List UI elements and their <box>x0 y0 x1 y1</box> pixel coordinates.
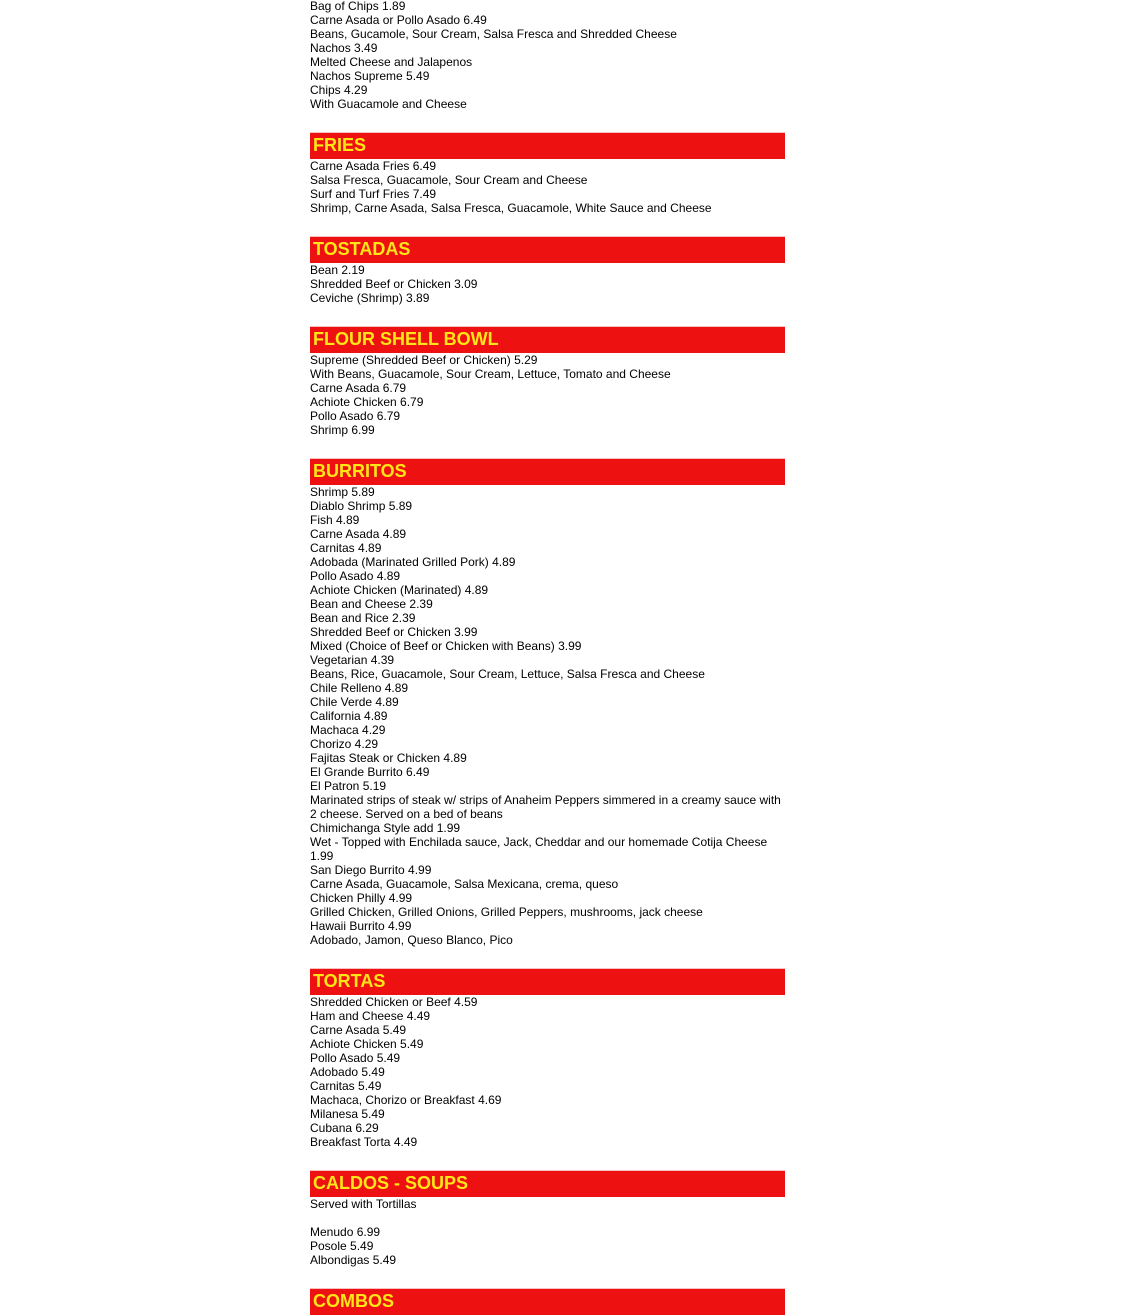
menu-item-line: Melted Cheese and Jalapenos <box>310 55 473 69</box>
menu-item-line: Machaca, Chorizo or Breakfast 4.69 <box>310 1093 502 1107</box>
menu-item-line: Machaca 4.29 <box>310 723 386 737</box>
menu-item-line: Beans, Rice, Guacamole, Sour Cream, Lettuce, Salsa Fresca and Cheese <box>310 667 705 681</box>
menu-item-line: Carne Asada 4.89 <box>310 527 407 541</box>
menu-item-line: Carnitas 5.49 <box>310 1079 382 1093</box>
menu-item-line: Breakfast Torta 4.49 <box>310 1135 418 1149</box>
menu-item-line: Milanesa 5.49 <box>310 1107 385 1121</box>
menu-item-line: Ham and Cheese 4.49 <box>310 1009 431 1023</box>
section-gap <box>310 1149 785 1170</box>
menu-item-line: California 4.89 <box>310 709 388 723</box>
section-title: TOSTADAS <box>313 239 411 259</box>
menu-item-line: Shrimp 6.99 <box>310 423 375 437</box>
section-title: FLOUR SHELL BOWL <box>313 329 499 349</box>
menu-item-line: Nachos Supreme 5.49 <box>310 69 430 83</box>
menu-item-line: Bean and Cheese 2.39 <box>310 597 433 611</box>
menu-item-line: Hawaii Burrito 4.99 <box>310 919 412 933</box>
menu-item-line: Shredded Beef or Chicken 3.99 <box>310 625 478 639</box>
section-title: COMBOS <box>313 1291 394 1311</box>
menu-item-line: Chicken Philly 4.99 <box>310 891 413 905</box>
menu-item-line: Shrimp, Carne Asada, Salsa Fresca, Guacamole, White Sauce and Cheese <box>310 201 712 215</box>
menu-item-line: With Guacamole and Cheese <box>310 97 467 111</box>
menu-item-line: Grilled Chicken, Grilled Onions, Grilled Peppers, mushrooms, jack cheese <box>310 905 703 919</box>
menu-item-line: Pollo Asado 5.49 <box>310 1051 401 1065</box>
menu-item-line: Achiote Chicken (Marinated) 4.89 <box>310 583 489 597</box>
menu-item-line: Fajitas Steak or Chicken 4.89 <box>310 751 467 765</box>
section-header <box>310 1288 785 1315</box>
section-header <box>310 326 785 353</box>
section-gap <box>310 111 785 132</box>
menu-item-line: Marinated strips of steak w/ strips of Anaheim Peppers simmered in a creamy sauce with 2 cheese. Served on a bed of beans <box>310 793 781 821</box>
menu-item-line: Shrimp 5.89 <box>310 485 375 499</box>
menu-item-line: Chorizo 4.29 <box>310 737 379 751</box>
menu-item-line: Diablo Shrimp 5.89 <box>310 499 413 513</box>
menu-item-line: Pollo Asado 4.89 <box>310 569 401 583</box>
menu-item-line: Carne Asada, Guacamole, Salsa Mexicana, crema, queso <box>310 877 619 891</box>
section-header <box>310 132 785 159</box>
menu-item-line: Carne Asada 6.79 <box>310 381 407 395</box>
menu-item-line: Pollo Asado 6.79 <box>310 409 401 423</box>
menu-column <box>310 0 785 1315</box>
menu-item-line: Shredded Beef or Chicken 3.09 <box>310 277 478 291</box>
menu-item-line: El Patron 5.19 <box>310 779 387 793</box>
menu-item-line: Chile Relleno 4.89 <box>310 681 409 695</box>
menu-item-line <box>310 1211 785 1225</box>
menu-item-line: Nachos 3.49 <box>310 41 378 55</box>
menu-item-line: Carnitas 4.89 <box>310 541 382 555</box>
menu-item-line: Shredded Chicken or Beef 4.59 <box>310 995 478 1009</box>
menu-item-line: Salsa Fresca, Guacamole, Sour Cream and Cheese <box>310 173 588 187</box>
menu-item-line: Bean and Rice 2.39 <box>310 611 416 625</box>
menu-item-line: Carne Asada Fries 6.49 <box>310 159 437 173</box>
menu-item-line: Menudo 6.99 <box>310 1225 381 1239</box>
menu-item-line: Achiote Chicken 6.79 <box>310 395 424 409</box>
menu-item-line: Supreme (Shredded Beef or Chicken) 5.29 <box>310 353 538 367</box>
menu-item-line: Posole 5.49 <box>310 1239 374 1253</box>
menu-item-line: Carne Asada 5.49 <box>310 1023 407 1037</box>
menu-item-line: Carne Asada or Pollo Asado 6.49 <box>310 13 487 27</box>
menu-item-line: With Beans, Guacamole, Sour Cream, Lettuce, Tomato and Cheese <box>310 367 671 381</box>
section-gap <box>310 437 785 458</box>
section-title: FRIES <box>313 135 367 155</box>
menu-item-line: Cubana 6.29 <box>310 1121 379 1135</box>
section-header <box>310 458 785 485</box>
section-gap <box>310 215 785 236</box>
menu-item-line: Albondigas 5.49 <box>310 1253 397 1267</box>
menu-item-line: Bean 2.19 <box>310 263 365 277</box>
section-title: CALDOS - SOUPS <box>313 1173 469 1193</box>
section-gap <box>310 947 785 968</box>
menu-item-line: San Diego Burrito 4.99 <box>310 863 432 877</box>
menu-item-line: El Grande Burrito 6.49 <box>310 765 430 779</box>
menu-item-line: Achiote Chicken 5.49 <box>310 1037 424 1051</box>
section-gap <box>310 1267 785 1288</box>
section-gap <box>310 305 785 326</box>
menu-item-line: Adobada (Marinated Grilled Pork) 4.89 <box>310 555 516 569</box>
menu-item-line: Mixed (Choice of Beef or Chicken with Beans) 3.99 <box>310 639 582 653</box>
section-header <box>310 1170 785 1197</box>
menu-item-line: Fish 4.89 <box>310 513 360 527</box>
menu-item-line: Surf and Turf Fries 7.49 <box>310 187 437 201</box>
section-title: TORTAS <box>313 971 386 991</box>
menu-item-line: Ceviche (Shrimp) 3.89 <box>310 291 430 305</box>
section-title: BURRITOS <box>313 461 407 481</box>
menu-item-line: Adobado 5.49 <box>310 1065 385 1079</box>
menu-item-line: Served with Tortillas <box>310 1197 417 1211</box>
menu-item-line: Vegetarian 4.39 <box>310 653 395 667</box>
section-header <box>310 968 785 995</box>
menu-item-line: Adobado, Jamon, Queso Blanco, Pico <box>310 933 513 947</box>
menu-item-line: Chips 4.29 <box>310 83 368 97</box>
menu-item-line: Wet - Topped with Enchilada sauce, Jack, Cheddar and our homemade Cotija Cheese 1.99 <box>310 835 768 863</box>
section-header <box>310 236 785 263</box>
menu-item-line: Beans, Gucamole, Sour Cream, Salsa Fresca and Shredded Cheese <box>310 27 677 41</box>
menu-item-line: Chimichanga Style add 1.99 <box>310 821 461 835</box>
menu-item-line: Bag of Chips 1.89 <box>310 0 406 13</box>
menu-item-line: Chile Verde 4.89 <box>310 695 399 709</box>
